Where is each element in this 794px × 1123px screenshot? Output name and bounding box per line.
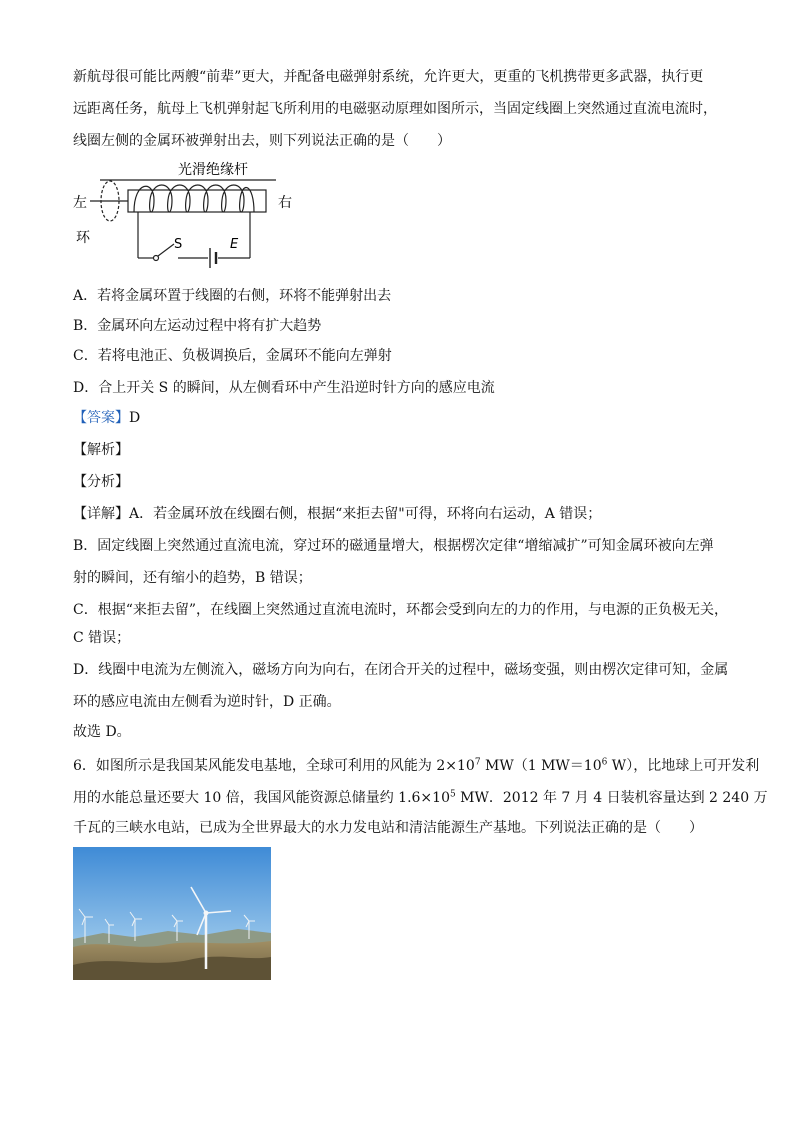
switch-pivot bbox=[154, 256, 159, 261]
q6-l1-a: 6．如图所示是我国某风能发电基地，全球可利用的风能为 2×10 bbox=[73, 758, 475, 774]
option-b: B．金属环向左运动过程中将有扩大趋势 bbox=[73, 318, 322, 334]
q6-line-1 bbox=[73, 750, 760, 782]
switch-s bbox=[158, 244, 174, 256]
wind-farm-photo bbox=[73, 847, 271, 980]
q6-l1-b: MW（1 MW＝10 bbox=[480, 758, 602, 774]
emf-label: E bbox=[230, 237, 239, 252]
q6-l2-a: 用的水能总量还要大 10 倍，我国风能资源总储量约 1.6×10 bbox=[73, 790, 450, 806]
option-a: A．若将金属环置于线圈的右侧，环将不能弹射出去 bbox=[73, 288, 392, 304]
q6-l2-sup: 5 bbox=[449, 789, 456, 800]
detail-b-line-1: B．固定线圈上突然通过直流电流，穿过环的磁通量增大，根据楞次定律“增缩减扩”可知金属环被向左弹 bbox=[73, 538, 714, 554]
answer-value: D bbox=[129, 410, 141, 426]
answer-line bbox=[73, 402, 723, 434]
option-d: D．合上开关 S 的瞬间，从左侧看环中产生沿逆时针方向的感应电流 bbox=[73, 380, 495, 396]
q6-l1-sup1: 7 bbox=[474, 757, 481, 768]
detail-line-a bbox=[73, 498, 723, 530]
detail-tag: 【详解】 bbox=[73, 506, 129, 522]
left-label: 左 bbox=[73, 195, 87, 211]
detail-d-line-2: 环的感应电流由左侧看为逆时针，D 正确。 bbox=[73, 694, 341, 710]
detail-a: A．若金属环放在线圈右侧，根据“来拒去留"可得，环将向右运动，A 错误； bbox=[129, 506, 602, 522]
coil-winding bbox=[134, 185, 254, 212]
coil-core bbox=[128, 190, 266, 212]
q6-line-3: 千瓦的三峡水电站，已成为全世界最大的水力发电站和清洁能源生产基地。下列说法正确的是（ ） bbox=[73, 820, 703, 836]
detail-c-line-1: C．根据“来拒去留”，在线圈上突然通过直流电流时，环都会受到向左的力的作用，与电源的正负极无关， bbox=[73, 602, 729, 618]
q6-l2-b: MW．2012 年 7 月 4 日装机容量达到 2 240 万 bbox=[455, 790, 768, 806]
right-label: 右 bbox=[278, 195, 292, 211]
q6-line-2 bbox=[73, 782, 768, 814]
question-text-line-3: 线圈左侧的金属环被弹射出去，则下列说法正确的是（ ） bbox=[73, 133, 451, 149]
question-text-line-1: 新航母很可能比两艘“前辈”更大，并配备电磁弹射系统，允许更大，更重的飞机携带更多武器，执行更 bbox=[73, 69, 704, 85]
switch-label: S bbox=[174, 237, 183, 252]
detail-d-line-1: D．线圈中电流为左侧流入，磁场方向为向右，在闭合开关的过程中，磁场变强，则由楞次定律可知，金属 bbox=[73, 662, 729, 678]
question-text-line-2: 远距离任务，航母上飞机弹射起飞所利用的电磁驱动原理如图所示，当固定线圈上突然通过直流电流时， bbox=[73, 101, 717, 117]
option-c: C．若将电池正、负极调换后，金属环不能向左弹射 bbox=[73, 348, 392, 364]
q6-l1-sup2: 6 bbox=[601, 757, 608, 768]
rod-label: 光滑绝缘杆 bbox=[178, 162, 248, 178]
detail-conclusion: 故选 D。 bbox=[73, 724, 131, 740]
electromagnetic-launch-diagram bbox=[70, 156, 300, 276]
analysis-tag: 【解析】 bbox=[73, 442, 129, 458]
answer-tag: 【答案】 bbox=[73, 410, 129, 426]
detail-b-line-2: 射的瞬间，还有缩小的趋势，B 错误； bbox=[73, 570, 312, 586]
fenxi-tag: 【分析】 bbox=[73, 474, 129, 490]
ring-label: 环 bbox=[76, 230, 90, 246]
detail-c-line-2: C 错误； bbox=[73, 630, 131, 646]
q6-l1-c: W），比地球上可开发利 bbox=[607, 758, 760, 774]
